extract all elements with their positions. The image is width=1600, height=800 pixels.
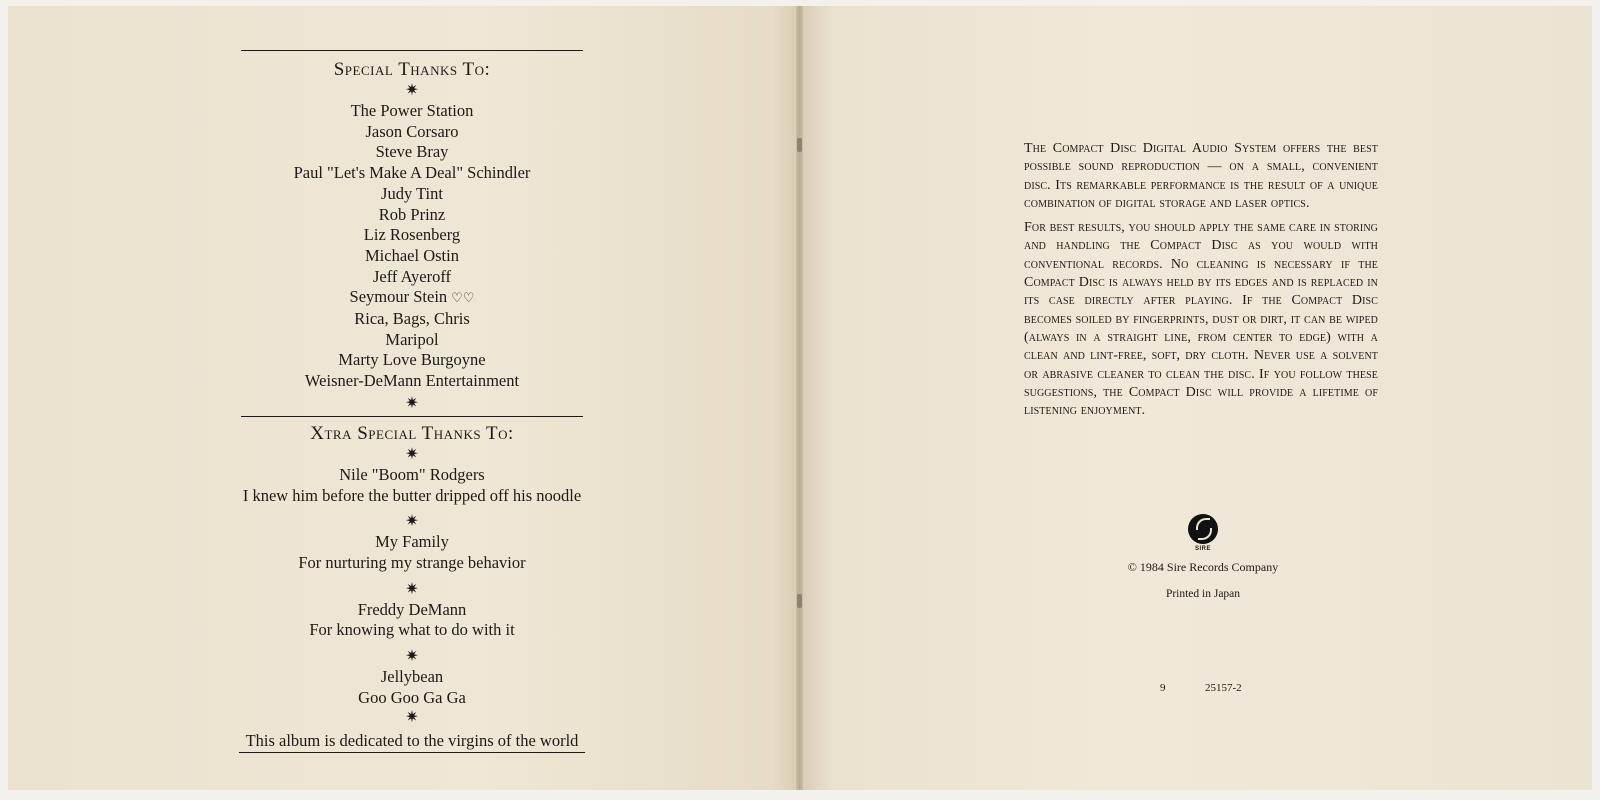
sire-logo-block [1183, 514, 1223, 552]
catalog-number [1160, 682, 1280, 694]
dedication-text: This album is dedicated to the virgins of the world [245, 731, 579, 751]
star-divider: ✷ [405, 648, 419, 666]
xtra-thanks-name: Jellybean [380, 667, 444, 687]
thanks-name [232, 267, 592, 288]
thanks-name [232, 205, 592, 226]
printed-in-notice: Printed in Japan [1165, 588, 1241, 600]
copyright-notice: © 1984 Sire Records Company [1127, 560, 1279, 574]
thanks-section [232, 50, 592, 753]
thanks-name-text: Judy Tint [381, 183, 443, 203]
catalog-prefix: 9 [1160, 682, 1166, 694]
thanks-name-text: Jason Corsaro [365, 121, 459, 141]
star-divider: ✷ [405, 580, 419, 598]
middle-rule [241, 416, 583, 417]
thanks-name-text: Paul "Let's Make A Deal" Schindler [293, 163, 531, 183]
thanks-name [232, 330, 592, 351]
star-divider: ✷ [405, 513, 419, 531]
thanks-name [232, 309, 592, 330]
thanks-name [232, 246, 592, 267]
thanks-name [232, 350, 592, 371]
xtra-special-thanks-heading: Xtra Special Thanks To: [310, 422, 514, 444]
cd-paragraph-2: For best results, you should apply the same care in storing and handling the Compact Disc as you would with conventional records. No cleaning is necessary if the Compact Disc is always held by its edges and is replaced in its case directly after playing. If the Compact Disc becomes soiled by fingerprints, dust or dirt, it can be wiped (always in a straight line, from center to edge) with a clean and lint-free, soft, dry cloth. Never use a solvent or abrasive cleaner to clean the disc. If you follow these suggestions, the Compact Disc will provide a lifetime of listening enjoyment. [1024, 220, 1378, 419]
thanks-name-text: Steve Bray [375, 142, 449, 162]
thanks-name-text: Jeff Ayeroff [372, 266, 452, 286]
sire-logo-icon [1188, 514, 1218, 544]
thanks-name [232, 371, 592, 392]
thanks-name-text: Rica, Bags, Chris [354, 309, 470, 329]
bottom-rule [239, 752, 585, 753]
xtra-thanks-note: I knew him before the butter dripped off his noodle [242, 485, 582, 505]
staple [797, 594, 802, 608]
xtra-thanks-name: Freddy DeMann [357, 599, 467, 619]
catalog-id: 25157-2 [1205, 682, 1242, 694]
thanks-name-text: Michael Ostin [365, 245, 459, 265]
staple [797, 138, 802, 152]
thanks-name [232, 142, 592, 163]
star-divider: ✷ [405, 394, 419, 412]
xtra-thanks-list [232, 445, 592, 709]
star-divider: ✷ [405, 709, 419, 727]
cd-paragraph-1: The Compact Disc Digital Audio System offers the best possible sound reproduction — on a small, convenient disc. Its remarkable performance is the result of a unique combination of digital storage and laser optics. [1024, 141, 1378, 211]
xtra-thanks-name: My Family [375, 532, 449, 552]
thanks-name [232, 163, 592, 184]
thanks-name [232, 184, 592, 205]
thanks-name-text: The Power Station [350, 101, 474, 120]
star-divider: ✷ [405, 82, 419, 99]
special-thanks-list [232, 101, 592, 392]
star-divider: ✷ [405, 445, 419, 463]
top-rule [241, 50, 583, 51]
xtra-thanks-note: For knowing what to do with it [309, 620, 515, 640]
xtra-thanks-note: For nurturing my strange behavior [298, 552, 526, 572]
thanks-name-text: Seymour Stein [349, 287, 448, 307]
thanks-name-text: Marty Love Burgoyne [338, 350, 486, 370]
compact-disc-notice [1024, 140, 1378, 426]
thanks-name [232, 225, 592, 246]
booklet-spine [796, 6, 803, 790]
special-thanks-heading: Special Thanks To: [333, 59, 491, 80]
thanks-name [232, 287, 592, 309]
thanks-name-text: Rob Prinz [378, 204, 446, 224]
thanks-name-text: Maripol [385, 329, 439, 349]
thanks-name-text: Weisner-DeMann Entertainment [304, 371, 520, 391]
thanks-name [232, 101, 592, 122]
xtra-thanks-note: Goo Goo Ga Ga [358, 687, 466, 707]
sire-logo-text: SIRE [1194, 546, 1211, 552]
hearts-icon: ♡♡ [451, 290, 475, 306]
thanks-name [232, 122, 592, 143]
thanks-name-text: Liz Rosenberg [363, 225, 461, 245]
xtra-thanks-name: Nile "Boom" Rodgers [339, 464, 485, 484]
